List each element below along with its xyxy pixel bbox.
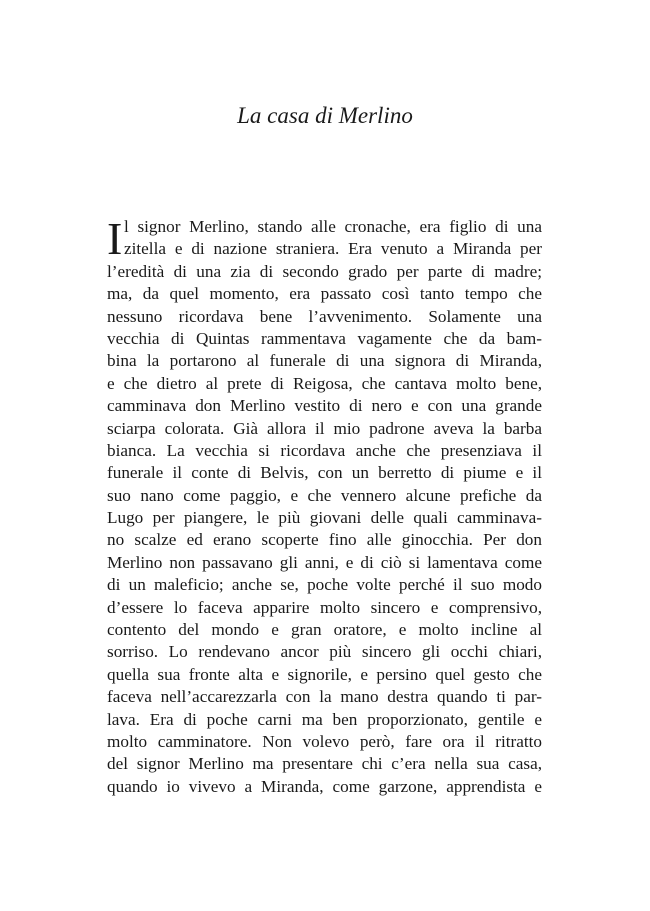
text-line: l signor Merlino, stando alle cronache, era figlio di una: [124, 217, 542, 236]
text-line: sorriso. Lo rendevano ancor più sincero gli occhi chiari,: [107, 642, 542, 662]
text-line: Lugo per piangere, le più giovani delle quali camminava-: [107, 508, 542, 528]
text-line: e che dietro al prete di Reigosa, che cantava molto bene,: [107, 373, 542, 393]
text-line: d’essere lo faceva apparire molto sincero e comprensivo,: [107, 597, 542, 617]
text-line: quella sua fronte alta e signorile, e persino quel gesto che: [107, 664, 542, 684]
text-line: l’eredità di una zia di secondo grado per parte di madre;: [107, 261, 542, 281]
text-line: molto camminatore. Non volevo però, fare ora il ritratto: [107, 731, 542, 751]
text-line: faceva nell’accarezzarla con la mano destra quando ti par-: [107, 687, 542, 707]
text-line: vecchia di Quintas rammentava vagamente che da bam-: [107, 328, 542, 348]
text-line: bina la portarono al funerale di una signora di Miranda,: [107, 351, 542, 371]
text-line: camminava don Merlino vestito di nero e con una grande: [107, 396, 542, 416]
chapter-body: [107, 213, 542, 798]
text-line: no scalze ed erano scoperte fino alle ginocchia. Per don: [107, 530, 542, 550]
text-line: zitella e di nazione straniera. Era venuto a Miranda per: [124, 239, 542, 259]
text-line: Merlino non passavano gli anni, e di ciò si lamentava come: [107, 552, 542, 572]
text-line: del signor Merlino ma presentare chi c’era nella sua casa,: [107, 754, 542, 774]
drop-cap: I: [107, 213, 123, 264]
text-line: contento del mondo e gran oratore, e molto incline al: [107, 620, 542, 640]
text-line: di un maleficio; anche se, poche volte perché il suo modo: [107, 575, 542, 595]
text-line: quando io vivevo a Miranda, come garzone, apprendista e: [107, 776, 542, 796]
text-line: lava. Era di poche carni ma ben proporzionato, gentile e: [107, 709, 542, 729]
text-line: ma, da quel momento, era passato così tanto tempo che: [107, 284, 542, 304]
text-line: funerale il conte di Belvis, con un berretto di piume e il: [107, 463, 542, 483]
text-line: bianca. La vecchia si ricordava anche che presenziava il: [107, 440, 542, 460]
text-line: suo nano come paggio, e che vennero alcune prefiche da: [107, 485, 542, 505]
chapter-title: La casa di Merlino: [237, 103, 413, 128]
text-line: sciarpa colorata. Già allora il mio padrone aveva la barba: [107, 418, 542, 438]
text-line: nessuno ricordava bene l’avvenimento. Solamente una: [107, 306, 542, 326]
